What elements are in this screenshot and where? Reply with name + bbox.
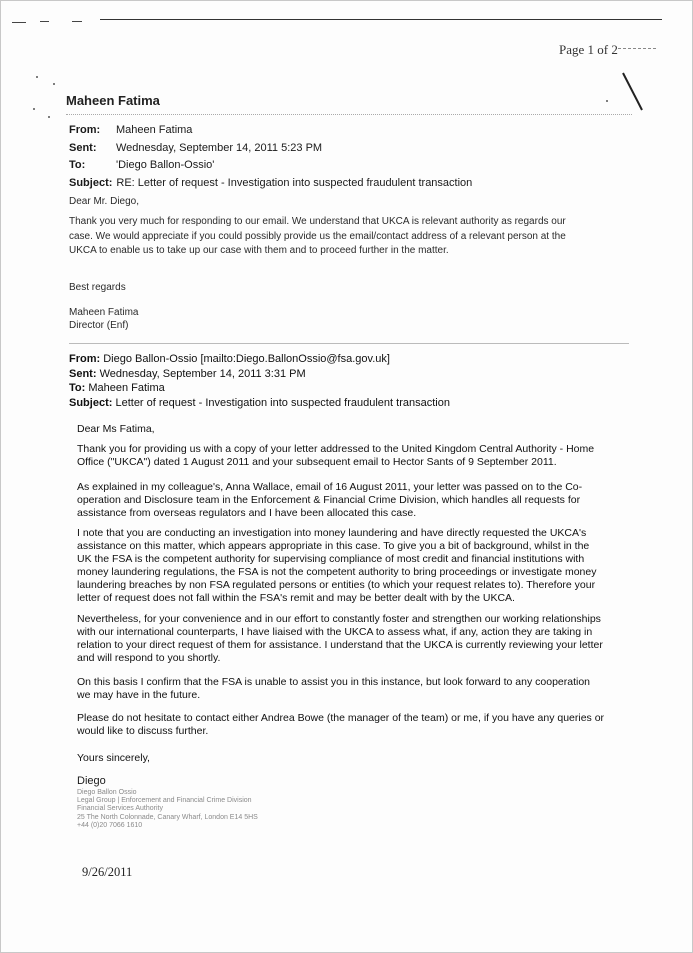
paragraph-5: [77, 676, 642, 702]
paragraph-4: [77, 613, 642, 665]
field-value: Letter of request - Investigation into suspected fraudulent transaction: [115, 396, 450, 409]
reply-sent-row: [69, 140, 472, 158]
pen-stroke-mark: [622, 72, 644, 112]
original-sent-row: [69, 367, 450, 382]
signature-details: [77, 789, 258, 830]
reply-from-row: [69, 122, 472, 140]
body-line: UK the FSA is the competent authority for supervising compliance of most credit and financial institutions with: [77, 553, 585, 565]
signature-line: Diego Ballon Ossio: [77, 789, 137, 796]
body-line: On this basis I confirm that the FSA is unable to assist you in this instance, but look forward to any cooperation: [77, 676, 591, 688]
body-line: and will respond to you shortly.: [77, 652, 221, 664]
original-subject-row: [69, 396, 450, 411]
original-signature-name: Diego: [77, 775, 106, 787]
body-line: Office ("UKCA") dated 1 August 2011 and your subsequent email to Hector Sants of 9 September 2011.: [77, 456, 557, 468]
signature-line: +44 (0)20 7066 1610: [77, 821, 143, 829]
body-line: Thank you for providing us with a copy of your letter addressed to the United Kingdom Central Authority - Home: [77, 443, 595, 455]
field-value: Wednesday, September 14, 2011 3:31 PM: [99, 367, 306, 380]
body-line: letter of request does not fall within the FSA's remit and may be better dealt with by the UKCA.: [77, 592, 515, 604]
body-line: assistance from overseas regulators and I have been allocated this case.: [77, 507, 417, 519]
original-header: [69, 352, 450, 410]
paragraph-6: [77, 712, 642, 738]
body-line: Please do not hesitate to contact either Andrea Bowe (the manager of the team) or me, if you have any queries or: [77, 712, 605, 724]
paragraph-2: [77, 481, 642, 520]
page-number: Page 1 of 2: [559, 42, 618, 57]
body-line: Nevertheless, for your convenience and in our effort to constantly foster and strengthen our working relationships: [77, 613, 601, 625]
body-line: assistance on this matter, which appears appropriate in this case. To give you a bit of background, whilst in the: [77, 540, 590, 552]
reply-signature-name: Maheen Fatima: [69, 307, 139, 318]
reply-signature-title: Director (Enf): [69, 320, 129, 331]
body-line: would like to discuss further.: [77, 725, 209, 737]
body-line: operation and Disclosure team in the Enforcement & Financial Crime Division, which handles all requests for: [77, 494, 581, 506]
field-label: To:: [69, 159, 86, 171]
body-line: relation to your direct request of them for assistance. I understand that the UKCA is currently reviewing your letter: [77, 639, 603, 651]
field-value: Wednesday, September 14, 2011 5:23 PM: [116, 141, 323, 154]
reply-closing: Best regards: [69, 282, 126, 293]
reply-subject-row: [69, 175, 472, 193]
original-greeting: Dear Ms Fatima,: [77, 423, 155, 435]
scan-speck: [36, 76, 38, 78]
paragraph-1: [77, 443, 642, 469]
scan-speck: [606, 100, 608, 102]
signature-line: Legal Group | Enforcement and Financial Crime Division: [77, 797, 252, 805]
field-label: Sent:: [69, 141, 97, 154]
body-line: money laundering regulations, the FSA is not the competent authority to bring proceedings or investigate money: [77, 566, 597, 578]
reply-header: [69, 122, 472, 192]
scan-speck: [33, 108, 35, 110]
field-label: Subject:: [69, 396, 113, 409]
body-line: with our international counterparts, I have liaised with the UKCA to assess what, if any, action they are taking in: [77, 626, 593, 638]
message-separator: [69, 343, 629, 344]
footer-date: 9/26/2011: [82, 865, 133, 879]
body-line: we may have in the future.: [77, 689, 201, 701]
signature-line: 25 The North Colonnade, Canary Wharf, London E14 5HS: [77, 813, 258, 821]
scan-speck: [48, 116, 50, 118]
scan-mark: [12, 22, 26, 23]
original-to-row: [69, 381, 450, 396]
scan-speck: [53, 83, 55, 85]
field-value: Maheen Fatima: [88, 382, 165, 394]
paragraph-3: [77, 527, 642, 605]
body-line: UKCA to enable us to take up our case with them and to proceed further in the matter.: [69, 245, 449, 256]
body-line: laundering breaches by non FSA regulated persons or entities (to which your request relates to). Therefore your: [77, 579, 596, 591]
scan-mark: [72, 21, 82, 22]
field-label: Sent:: [69, 367, 97, 380]
mailbox-owner-name: Maheen Fatima: [66, 93, 160, 108]
body-line: As explained in my colleague's, Anna Wallace, email of 16 August 2011, your letter was passed on to the Co-: [77, 481, 583, 493]
original-closing: Yours sincerely,: [77, 752, 150, 764]
field-label: From:: [69, 353, 101, 365]
field-value: Maheen Fatima: [116, 124, 193, 136]
signature-line: Financial Services Authority: [77, 805, 163, 813]
field-label: To:: [69, 382, 86, 394]
field-label: Subject:: [69, 176, 113, 189]
field-value: Diego Ballon-Ossio [mailto:Diego.BallonOssio@fsa.gov.uk]: [103, 353, 390, 365]
reply-greeting: Dear Mr. Diego,: [69, 196, 140, 207]
field-value: RE: Letter of request - Investigation into suspected fraudulent transaction: [116, 176, 473, 189]
page-number-dash: [618, 48, 656, 49]
field-label: From:: [69, 124, 101, 136]
body-line: case. We would appreciate if you could possibly provide us the email/contact address of a relevant person at the: [69, 230, 566, 242]
reply-body: [69, 215, 629, 259]
field-value: 'Diego Ballon-Ossio': [116, 159, 215, 171]
owner-divider: [66, 114, 632, 115]
body-line: I note that you are conducting an investigation into money laundering and have directly requested the UKCA's: [77, 527, 587, 539]
original-from-row: [69, 352, 450, 367]
header-rule: [100, 19, 662, 20]
reply-to-row: [69, 157, 472, 175]
scan-mark: [40, 21, 49, 22]
body-line: Thank you very much for responding to our email. We understand that UKCA is relevant authority as regards our: [69, 216, 566, 227]
